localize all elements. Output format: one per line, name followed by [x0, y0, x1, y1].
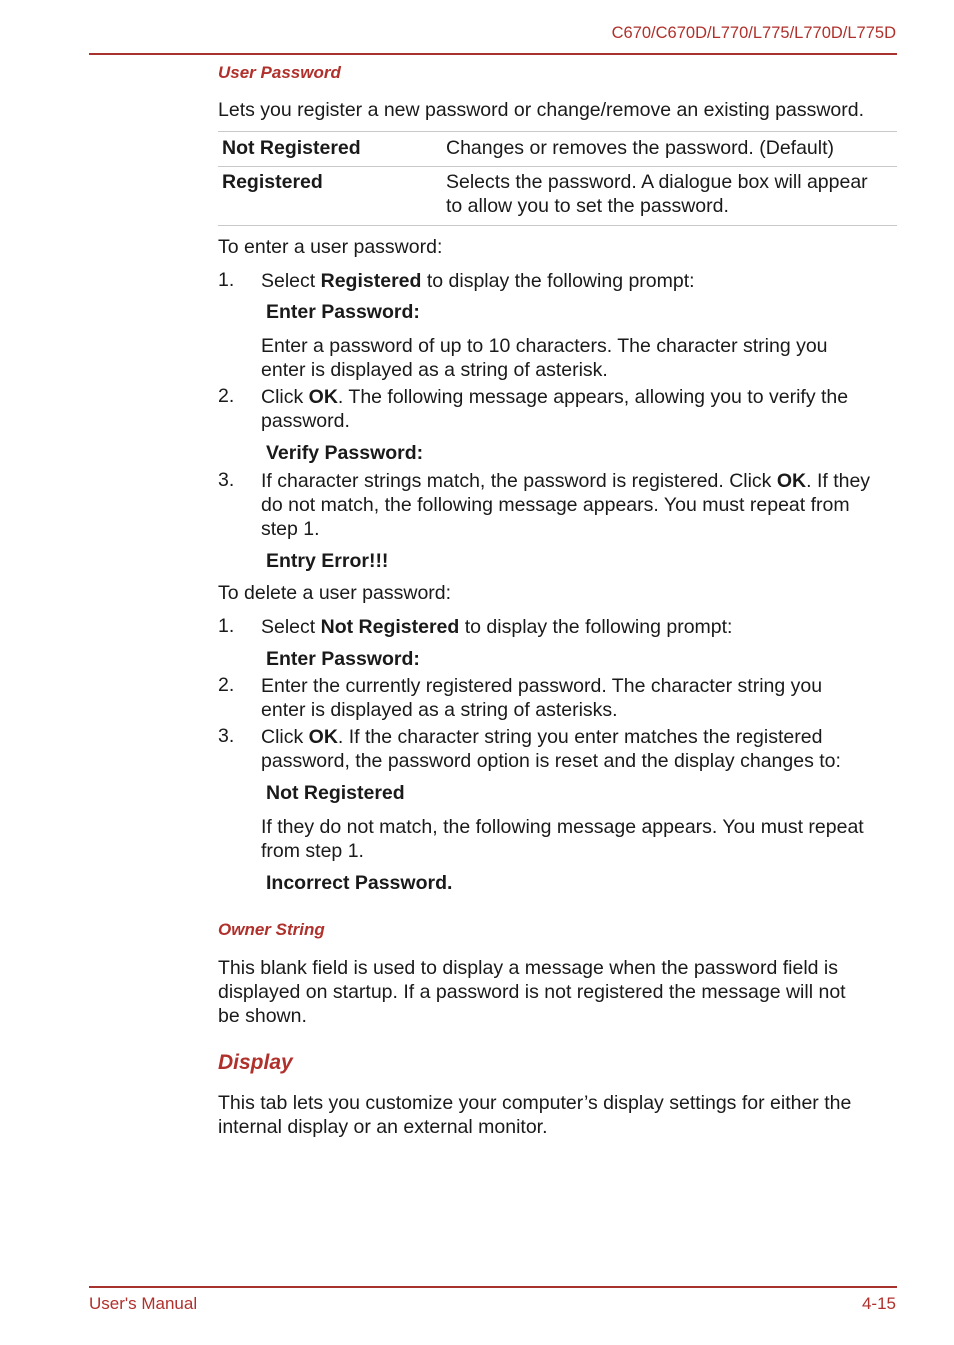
- enter-intro: To enter a user password:: [218, 236, 443, 258]
- delete-prompt-1: Enter Password:: [266, 648, 420, 670]
- owner-string-line1: This blank field is used to display a message when the password field is: [218, 957, 838, 979]
- enter-step-3-line2: do not match, the following message appears. You must repeat from: [261, 494, 850, 516]
- delete-step-2-line2: enter is displayed as a string of asterisks.: [261, 699, 618, 721]
- enter-prompt-3: Entry Error!!!: [266, 550, 389, 572]
- enter-prompt-2: Verify Password:: [266, 442, 424, 464]
- table-row-divider: [218, 166, 897, 167]
- owner-string-line3: be shown.: [218, 1005, 307, 1027]
- delete-step-2-number: 2.: [218, 674, 235, 696]
- delete-intro: To delete a user password:: [218, 582, 452, 604]
- enter-step-1-number: 1.: [218, 269, 235, 291]
- user-password-intro: Lets you register a new password or change/remove an existing password.: [218, 99, 865, 121]
- enter-step-2-line2: password.: [261, 410, 350, 432]
- user-password-heading: User Password: [218, 63, 341, 82]
- display-line1: This tab lets you customize your computer’s display settings for either the: [218, 1092, 852, 1114]
- enter-prompt-1: Enter Password:: [266, 301, 420, 323]
- enter-note-1-line2: enter is displayed as a string of asterisk.: [261, 359, 608, 381]
- delete-step-3-number: 3.: [218, 725, 235, 747]
- table-bottom-rule: [218, 225, 897, 226]
- delete-step-1-number: 1.: [218, 615, 235, 637]
- enter-step-1-text: Select Registered to display the following prompt:: [261, 270, 695, 292]
- enter-step-2-number: 2.: [218, 385, 235, 407]
- delete-step-2-line1: Enter the currently registered password. The character string you: [261, 675, 823, 697]
- owner-string-heading: Owner String: [218, 920, 325, 939]
- enter-step-3-line3: step 1.: [261, 518, 320, 540]
- footer-manual-title: User's Manual: [89, 1294, 198, 1313]
- enter-step-3-text: If character strings match, the password is registered. Click OK. If they: [261, 470, 871, 492]
- footer-rule: [89, 1286, 897, 1288]
- table-row-1-desc: Changes or removes the password. (Default): [446, 137, 835, 159]
- delete-note-line1: If they do not match, the following message appears. You must repeat: [261, 816, 864, 838]
- display-line2: internal display or an external monitor.: [218, 1116, 548, 1138]
- table-row-1-option: Not Registered: [222, 137, 361, 159]
- table-row-2-desc-line1: Selects the password. A dialogue box will appear: [446, 171, 868, 193]
- enter-step-2-text: Click OK. The following message appears, allowing you to verify the: [261, 386, 849, 408]
- delete-prompt-2: Not Registered: [266, 782, 405, 804]
- delete-step-3-line2: password, the password option is reset and the display changes to:: [261, 750, 841, 772]
- table-row-2-option: Registered: [222, 171, 323, 193]
- delete-prompt-3: Incorrect Password.: [266, 872, 453, 894]
- delete-step-3-text: Click OK. If the character string you enter matches the registered: [261, 726, 823, 748]
- owner-string-line2: displayed on startup. If a password is not registered the message will not: [218, 981, 846, 1003]
- table-row-2-desc-line2: to allow you to set the password.: [446, 195, 729, 217]
- delete-step-1-text: Select Not Registered to display the following prompt:: [261, 616, 733, 638]
- table-top-rule: [218, 131, 897, 132]
- display-heading: Display: [218, 1051, 293, 1074]
- enter-step-3-number: 3.: [218, 469, 235, 491]
- header-model: C670/C670D/L770/L775/L770D/L775D: [611, 24, 896, 42]
- footer-page-number: 4-15: [861, 1294, 896, 1313]
- header-rule: [89, 53, 897, 55]
- enter-note-1-line1: Enter a password of up to 10 characters. The character string you: [261, 335, 828, 357]
- delete-note-line2: from step 1.: [261, 840, 364, 862]
